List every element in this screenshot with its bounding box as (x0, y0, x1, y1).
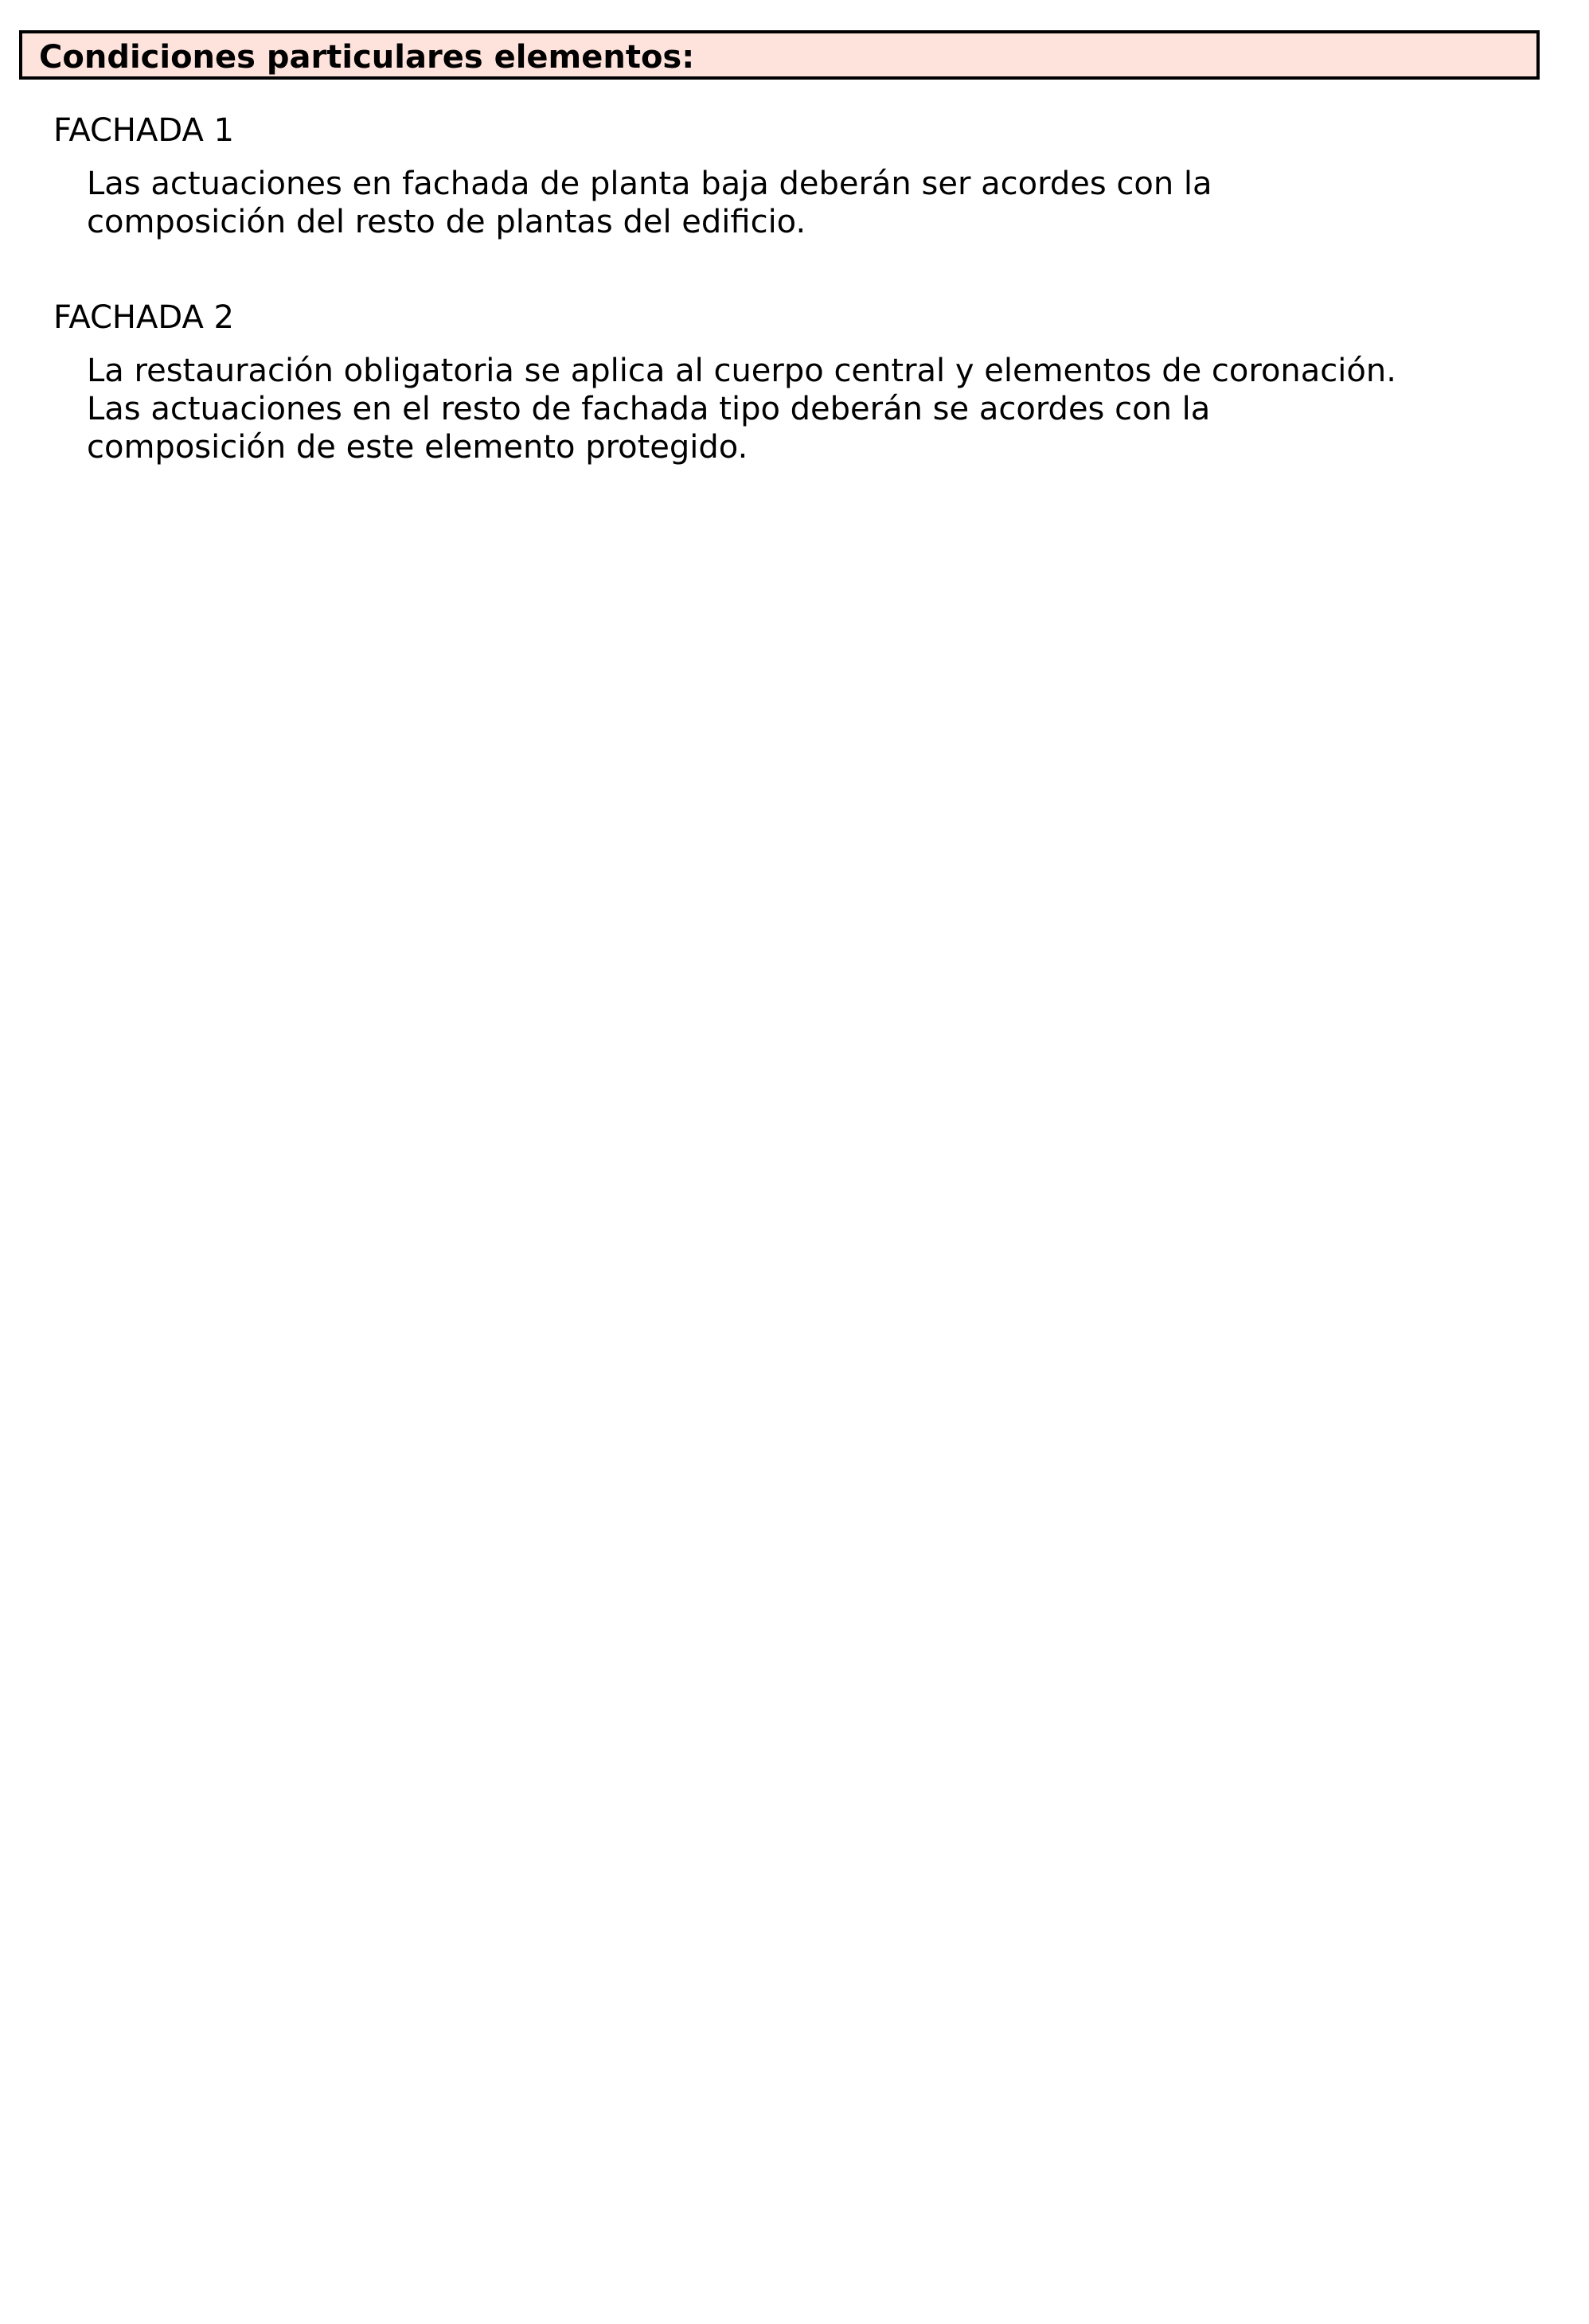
section-header (19, 30, 1540, 80)
fachada-1-text-line: composición del resto de plantas del edificio. (87, 204, 806, 240)
fachada-2-text-line: Las actuaciones en el resto de fachada tipo deberán se acordes con la (87, 391, 1211, 427)
fachada-2-text (87, 352, 1396, 466)
fachada-1-heading: FACHADA 1 (53, 112, 234, 149)
fachada-2-text-line: composición de este elemento protegido. (87, 429, 748, 466)
fachada-1-text-line: Las actuaciones en fachada de planta baja deberán ser acordes con la (87, 166, 1212, 202)
fachada-2-heading: FACHADA 2 (53, 299, 234, 336)
fachada-2-text-line: La restauración obligatoria se aplica al cuerpo central y elementos de coronación. (87, 353, 1396, 389)
fachada-1-text (87, 165, 1212, 241)
section-title: Condiciones particulares elementos: (39, 39, 695, 76)
